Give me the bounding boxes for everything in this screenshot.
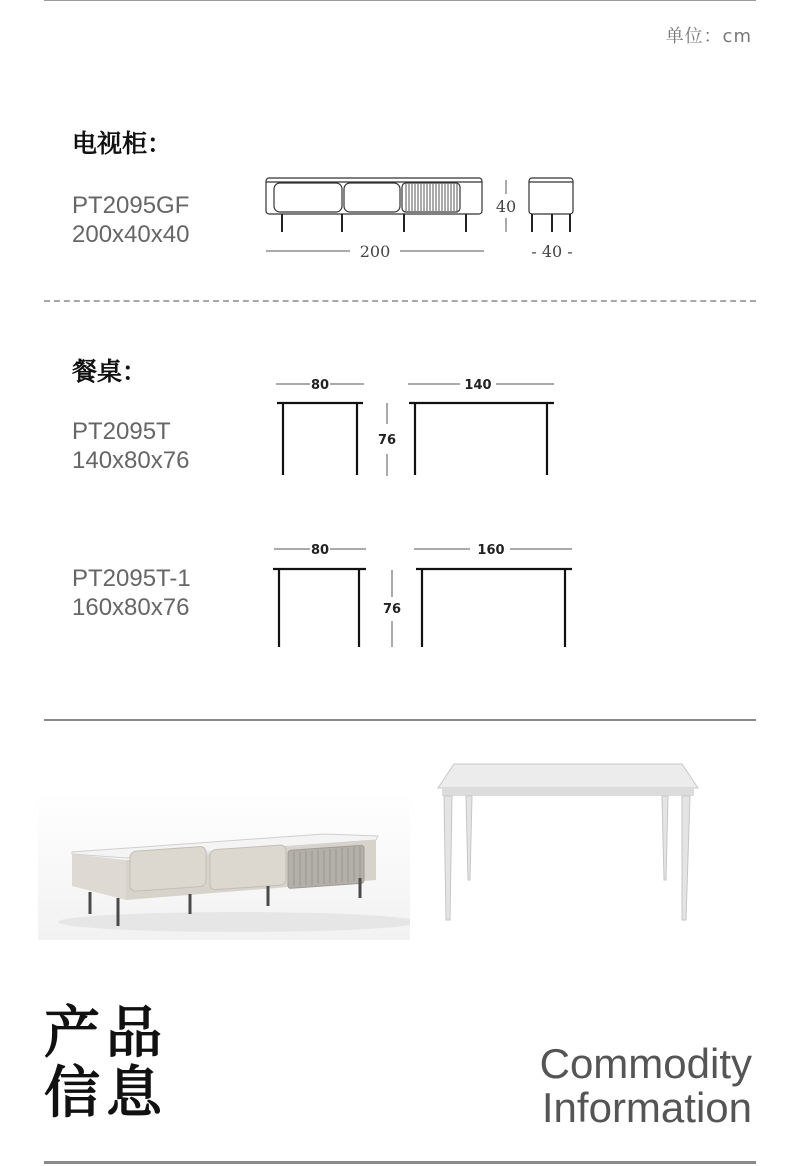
tv-cabinet-size: 200x40x40 xyxy=(72,221,190,248)
table-variant-2-size: 160x80x76 xyxy=(72,594,190,621)
table-variant-1-model: PT2095T xyxy=(72,418,171,445)
product-info-en-line2: Information xyxy=(541,1084,752,1131)
table-variant-1-spec xyxy=(72,417,189,475)
table2-depth-label: 80 xyxy=(310,543,330,558)
table-variant-1-diagram xyxy=(270,372,570,482)
dining-table-title: 餐桌： xyxy=(72,357,148,386)
section-divider-dashed xyxy=(44,300,756,302)
tv-depth-label: - 40 - xyxy=(531,242,573,261)
product-info-cn-line1: 产品 xyxy=(44,1001,168,1066)
unit-label: 单位：cm xyxy=(665,26,752,47)
tv-cabinet-title: 电视柜： xyxy=(72,129,173,158)
dining-table-product-image xyxy=(434,760,704,925)
tv-height-label: 40 xyxy=(495,197,517,216)
tv-width-label: 200 xyxy=(359,242,391,261)
top-divider xyxy=(44,0,756,1)
bottom-divider xyxy=(44,1161,756,1164)
table-variant-2-model: PT2095T-1 xyxy=(72,565,191,592)
tv-cabinet-product-image xyxy=(38,790,410,940)
table2-length-label: 160 xyxy=(477,543,505,558)
table1-length-label: 140 xyxy=(464,378,492,393)
tv-cabinet-model: PT2095GF xyxy=(72,192,190,219)
section-divider-solid xyxy=(44,719,756,721)
product-info-title-en xyxy=(540,1042,752,1130)
table2-height-label: 76 xyxy=(382,602,402,617)
table1-depth-label: 80 xyxy=(310,378,330,393)
table-variant-2-spec xyxy=(72,564,191,622)
product-info-en-line1: Commodity xyxy=(539,1040,752,1087)
table-variant-1-size: 140x80x76 xyxy=(72,447,190,474)
tv-cabinet-spec xyxy=(72,191,189,249)
table-variant-2-diagram xyxy=(266,537,581,655)
tv-cabinet-front-diagram xyxy=(262,172,592,267)
table1-height-label: 76 xyxy=(377,433,397,448)
product-info-title-cn xyxy=(44,1001,168,1126)
product-info-cn-line2: 信息 xyxy=(44,1061,168,1126)
